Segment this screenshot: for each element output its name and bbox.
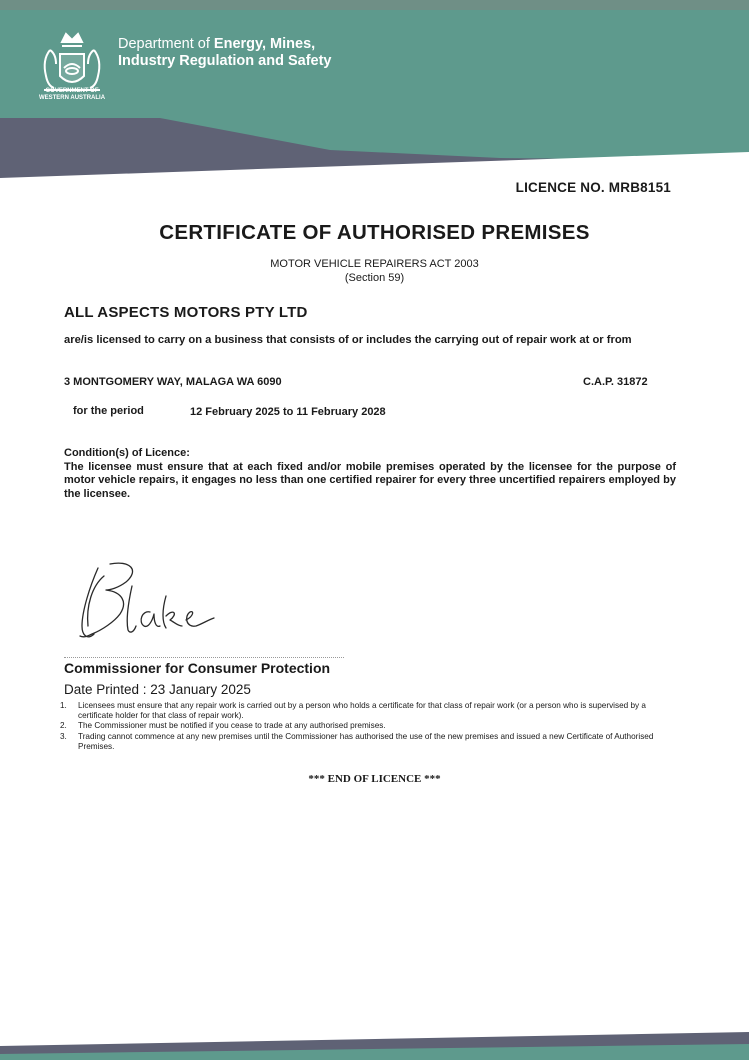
company-name: ALL ASPECTS MOTORS PTY LTD bbox=[64, 304, 308, 321]
government-label bbox=[24, 88, 120, 102]
licence-conditions bbox=[64, 447, 676, 501]
conditions-heading: Condition(s) of Licence: bbox=[64, 447, 190, 459]
government-label-line-2: WESTERN AUSTRALIA bbox=[38, 95, 106, 101]
department-name-bold-1: Energy, Mines, bbox=[213, 36, 316, 52]
notes-list bbox=[60, 701, 660, 752]
note-item bbox=[60, 721, 660, 731]
cap-number: C.A.P. 31872 bbox=[583, 376, 648, 388]
note-text: The Commissioner must be notified if you cease to trade at any authorised premises. bbox=[78, 721, 386, 731]
certificate-title: CERTIFICATE OF AUTHORISED PREMISES bbox=[159, 221, 590, 244]
note-number: 3. bbox=[60, 731, 67, 741]
note-item bbox=[60, 732, 660, 752]
act-reference bbox=[0, 257, 749, 285]
conditions-body: The licensee must ensure that at each fixed and/or mobile premises operated by the licensee for the purpose of motor vehicle repairs, it engages no less than one certified repairer for every three uncertified repairers employed by the licensee. bbox=[64, 460, 676, 500]
note-number: 2. bbox=[60, 721, 67, 731]
note-item bbox=[60, 701, 660, 721]
signature-line bbox=[64, 657, 344, 658]
licence-statement: are/is licensed to carry on a business that consists of or includes the carrying out of repair work at or from bbox=[64, 334, 632, 346]
act-section: (Section 59) bbox=[344, 272, 405, 284]
department-name bbox=[118, 36, 332, 70]
licence-number: LICENCE NO. MRB8151 bbox=[515, 180, 671, 195]
act-name: MOTOR VEHICLE REPAIRERS ACT 2003 bbox=[270, 258, 479, 270]
period-label: for the period bbox=[73, 405, 144, 417]
end-of-licence: *** END OF LICENCE *** bbox=[308, 773, 441, 785]
period-value: 12 February 2025 to 11 February 2028 bbox=[190, 406, 386, 418]
commissioner-title: Commissioner for Consumer Protection bbox=[64, 660, 331, 676]
government-label-line-1: GOVERNMENT OF bbox=[45, 88, 99, 94]
department-name-bold-2: Industry Regulation and Safety bbox=[118, 53, 332, 69]
note-text: Trading cannot commence at any new premises until the Commissioner has authorised the use of the new premises and issued a new Certificate of Authorised Premises. bbox=[78, 731, 654, 751]
department-name-prefix: Department of bbox=[118, 36, 210, 52]
date-printed: Date Printed : 23 January 2025 bbox=[64, 682, 251, 697]
footer-banner bbox=[0, 1024, 749, 1060]
premises-address: 3 MONTGOMERY WAY, MALAGA WA 6090 bbox=[64, 376, 282, 388]
note-number: 1. bbox=[60, 701, 67, 710]
note-text: Licensees must ensure that any repair work is carried out by a person who holds a certificate for that class of repair work (or a person who is supervised by a certificate holder for that class of repair work). bbox=[78, 701, 646, 721]
commissioner-signature bbox=[70, 556, 230, 652]
